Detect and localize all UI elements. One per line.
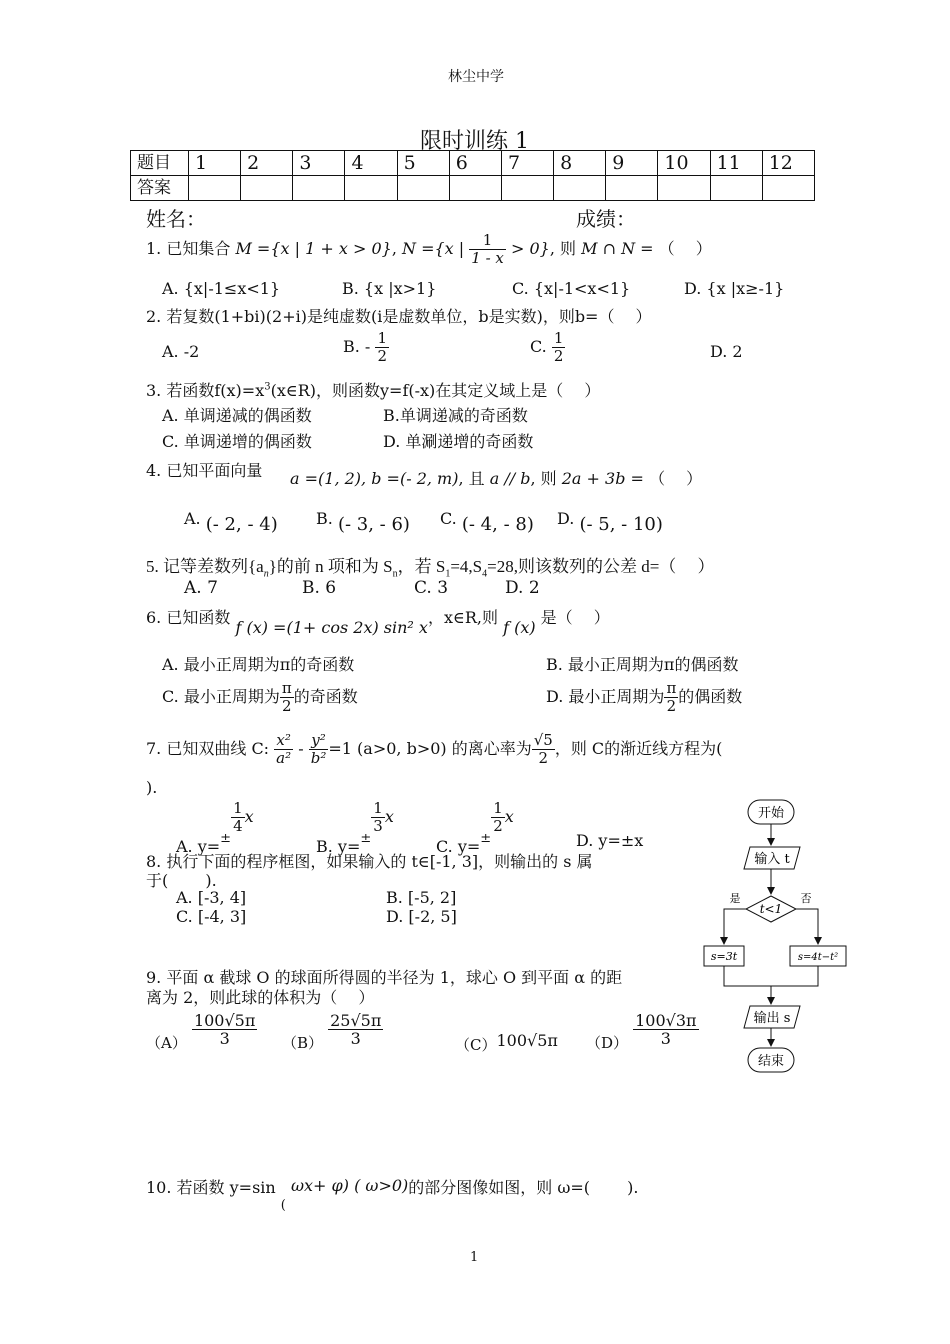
q3-option-c: C. 单调递增的偶函数: [162, 432, 312, 451]
answer-cell[interactable]: [554, 176, 606, 201]
q7-x-fraction: [274, 732, 293, 767]
q1-option-d: D. {x |x≥-1}: [684, 279, 785, 298]
q4-then: , 则: [530, 469, 557, 488]
question-3: [146, 378, 600, 401]
yes-label: 是: [729, 892, 741, 905]
frac-den: 3: [660, 1029, 671, 1048]
q7-b-x: x: [384, 807, 394, 826]
q1-option-b: B. {x |x>1}: [342, 279, 437, 298]
frac-den: 2: [538, 749, 549, 767]
q9-b-fraction: [328, 1012, 383, 1047]
no-label: 否: [800, 892, 812, 905]
q5-option-a: A. 7: [184, 578, 218, 598]
q7-c-x: x: [504, 807, 514, 826]
answer-cell[interactable]: [189, 176, 241, 201]
q9-a-fraction: [192, 1012, 257, 1047]
q5-t5: =28,则该数列的公差 d=（ ）: [487, 557, 715, 576]
q2-option-c-label: C.: [530, 337, 547, 356]
question-number-cell: 11: [710, 151, 762, 176]
frac-den: 2: [493, 817, 503, 835]
q4-vectors: a =(1, 2), b =(- 2, m): [290, 469, 459, 488]
q4-parallel: a // b: [489, 469, 531, 488]
answer-cell[interactable]: [762, 176, 814, 201]
q6-c-post: 的奇函数: [293, 687, 358, 706]
page-title: 限时训练 1: [420, 129, 529, 154]
q10-paren: (: [280, 1198, 286, 1213]
pm-sign: ±: [360, 831, 372, 846]
question-number-cell: 4: [345, 151, 397, 176]
q7-b-pre: B. y=: [316, 837, 361, 856]
q3-option-d: D. 单涮递增的奇函数: [383, 432, 534, 451]
frac-num: √5: [533, 731, 553, 749]
q10-post: 的部分图像如图，则 ω=( ).: [408, 1178, 639, 1197]
program-flowchart: [690, 790, 850, 1080]
q7-minus: -: [298, 739, 304, 758]
q6-text: 6. 已知函数: [146, 608, 231, 627]
q1-option-c: C. {x|-1<x<1}: [512, 279, 631, 298]
q4-option-a: [184, 508, 278, 535]
question-number-row: [131, 151, 815, 176]
q5-s1: n: [263, 568, 269, 580]
q6-end: 是（ ）: [540, 608, 610, 627]
frac-num: 1: [233, 799, 243, 817]
q9-b-label: （B）: [282, 1034, 324, 1052]
q9-option-d: [586, 1011, 699, 1052]
frac-num: 25√5π: [330, 1011, 382, 1030]
q1-blank: （ ）: [658, 239, 712, 258]
q1-then: , 则: [549, 239, 577, 258]
answer-cell[interactable]: [710, 176, 762, 201]
answer-cell[interactable]: [449, 176, 501, 201]
frac-num: 1: [493, 799, 503, 817]
output-label: 输出 s: [753, 1011, 791, 1026]
q4-c-label: C.: [440, 509, 457, 528]
frac-num: 100√5π: [193, 1011, 256, 1030]
frac-den: 3: [373, 817, 383, 835]
frac-num: 1: [377, 329, 387, 347]
q4-blank: （ ）: [649, 469, 703, 488]
q4-b-value: (- 3, - 6): [337, 514, 410, 535]
answer-cell[interactable]: [501, 176, 553, 201]
q1-frac-den: 1 - x: [471, 249, 504, 267]
question-number-cell: 8: [554, 151, 606, 176]
question-number-cell: 9: [606, 151, 658, 176]
q4-text: 4. 已知平面向量: [146, 461, 263, 480]
q7-c-fraction: [491, 800, 505, 835]
q6-d-post: 的偶函数: [678, 687, 743, 706]
q5-t1: 5. 记等差数列{a: [146, 557, 264, 576]
q6-option-d: [546, 680, 742, 715]
q7-option-a: [176, 799, 254, 856]
q2-option-c-fraction: [552, 330, 566, 365]
q6-option-a: A. 最小正周期为π的奇函数: [162, 655, 355, 674]
answer-cell[interactable]: [293, 176, 345, 201]
page-number: 1: [470, 1250, 479, 1265]
frac-den: 4: [233, 817, 243, 835]
q7-line2: ).: [146, 778, 158, 797]
score-label: 成绩：: [576, 207, 636, 231]
q4-option-d: [557, 508, 663, 535]
q5-t4: =4,S: [450, 557, 483, 576]
q7-post: ，则 C的渐近线方程为(: [554, 739, 723, 758]
question-7: [146, 732, 722, 767]
q4-d-label: D.: [557, 509, 575, 528]
question-number-cell: 6: [449, 151, 501, 176]
frac-den: 3: [219, 1029, 230, 1048]
q9-d-fraction: [633, 1012, 698, 1047]
frac-den: 2: [553, 347, 564, 365]
input-label: 输入 t: [754, 852, 790, 867]
q6-function: f (x) =(1+ cos 2x) sin² x: [235, 618, 428, 637]
q9-a-label: （A）: [146, 1034, 187, 1052]
question-4: [146, 458, 262, 481]
q9-c-value: 100√5π: [496, 1031, 558, 1050]
q2-option-b-fraction: [375, 330, 389, 365]
right-process-label: s=4t−t²: [797, 952, 839, 963]
q7-a-x: x: [244, 807, 254, 826]
q9-option-a: [146, 1011, 257, 1052]
question-number-cell: 2: [241, 151, 293, 176]
frac-den: 2: [666, 697, 677, 715]
question-number-cell: 12: [762, 151, 814, 176]
question-8-line1: 8. 执行下面的程序框图，如果输入的 t∈[-1, 3]，则输出的 s 属: [146, 852, 593, 871]
q5-t2: }的前 n 项和为 S: [268, 557, 393, 576]
q7-a-pre: A. y=: [176, 837, 221, 856]
q4-a-value: (- 2, - 4): [205, 514, 278, 535]
left-process-label: s=3t: [710, 950, 738, 963]
question-5: [146, 552, 715, 579]
frac-num: 1: [553, 329, 564, 347]
q4-c-value: (- 4, - 8): [461, 514, 534, 535]
yes-branch-arrow: [724, 909, 746, 944]
question-9-line1: 9. 平面 α 截球 O 的球面所得圆的半径为 1，球心 O 到平面 α 的距: [146, 968, 623, 987]
q4-and: , 且: [458, 469, 485, 488]
q5-option-d: D. 2: [505, 578, 540, 598]
q1-text: 1. 已知集合: [146, 239, 231, 258]
row-label-answer: 答案: [131, 176, 189, 201]
question-number-cell: 5: [397, 151, 449, 176]
frac-den: b²: [310, 749, 327, 767]
row-label-question: 题目: [131, 151, 189, 176]
q1-set-n-a: N ={x |: [402, 239, 465, 258]
q7-e-fraction: [532, 732, 555, 767]
q7-option-c: [436, 799, 514, 856]
question-1: [146, 232, 712, 267]
question-number-cell: 3: [293, 151, 345, 176]
q9-d-label: （D）: [586, 1034, 629, 1052]
q2-option-d: D. 2: [710, 342, 743, 361]
condition-label: t<1: [759, 902, 783, 916]
q3-text-b: (x∈R)，则函数y=f(-x)在其定义域上是（ ）: [270, 381, 601, 400]
start-label: 开始: [757, 806, 785, 821]
pm-sign: ±: [480, 831, 492, 846]
q3-exponent: 3: [264, 381, 271, 393]
frac-num: 100√3π: [635, 1011, 697, 1030]
q5-s3: 1: [445, 568, 451, 580]
question-number-cell: 10: [658, 151, 710, 176]
q4-a-label: A.: [184, 509, 201, 528]
q7-a-fraction: [231, 800, 245, 835]
question-2: 2. 若复数(1+bi)(2+i)是纯虚数(i是虚数单位，b是实数)，则b=（ ）: [146, 307, 652, 326]
q9-c-label: （C）: [455, 1036, 497, 1054]
q3-option-b: B.单调递减的奇函数: [383, 406, 528, 425]
question-6: [146, 605, 610, 637]
q9-option-b: [282, 1011, 383, 1052]
frac-num: π: [666, 679, 677, 697]
frac-num: y²: [309, 732, 329, 750]
answer-cell[interactable]: [606, 176, 658, 201]
q6-c-pre: C. 最小正周期为: [162, 687, 280, 706]
answer-table: [130, 150, 815, 201]
question-number-cell: 7: [501, 151, 553, 176]
q1-set-n-b: > 0}: [510, 239, 550, 258]
q7-option-d: D. y=±x: [576, 831, 644, 850]
frac-num: π: [281, 679, 292, 697]
pm-sign: ±: [220, 831, 232, 846]
q4-option-b: [316, 508, 410, 535]
q8-option-a: A. [-3, 4]: [176, 888, 247, 907]
q10-function: ωx+ φ) ( ω>0): [290, 1176, 409, 1195]
q1-set-m: M ={x | 1 + x > 0}: [235, 239, 392, 258]
answer-cell[interactable]: [397, 176, 449, 201]
q4-d-value: (- 5, - 10): [579, 514, 663, 535]
q2-option-c: [530, 330, 565, 365]
school-header: 林尘中学: [448, 69, 504, 85]
frac-den: 2: [282, 697, 292, 715]
q7-b-fraction: [371, 800, 385, 835]
frac-num: 1: [373, 799, 383, 817]
q6-fx: f (x): [503, 618, 536, 637]
q7-option-b: [316, 799, 394, 856]
q1-frac-num: 1: [469, 232, 506, 250]
q5-s4: 4: [482, 568, 488, 580]
answer-row: [131, 176, 815, 201]
q1-option-a: A. {x|-1≤x<1}: [162, 279, 281, 298]
q10-pre: 10. 若函数 y=sin: [146, 1178, 276, 1197]
q9-option-c: [455, 1031, 558, 1055]
q8-option-d: D. [-2, 5]: [386, 907, 457, 926]
q1-fraction: [469, 232, 506, 267]
q1-expression: M ∩ N =: [581, 239, 654, 258]
question-10: [146, 1175, 639, 1213]
q5-s2: n: [392, 568, 398, 580]
q8-option-c: C. [-4, 3]: [176, 907, 247, 926]
question-number-cell: 1: [189, 151, 241, 176]
q4-math: [290, 466, 702, 489]
q7-pre: 7. 已知双曲线 C:: [146, 739, 270, 758]
merge-line: [724, 966, 818, 986]
q6-option-c: [162, 680, 358, 715]
q5-t3: ，若 S: [397, 557, 446, 576]
answer-cell[interactable]: [345, 176, 397, 201]
q2-option-a: A. -2: [162, 342, 200, 361]
name-label: 姓名：: [146, 207, 206, 231]
q6-d-fraction: [664, 680, 678, 715]
q8-option-b: B. [-5, 2]: [386, 888, 457, 907]
q7-c-pre: C. y=: [436, 837, 481, 856]
q6-option-b: B. 最小正周期为π的偶函数: [546, 655, 739, 674]
q4-option-c: [440, 508, 534, 535]
question-8-line2: 于( ).: [146, 871, 217, 890]
answer-cell[interactable]: [241, 176, 293, 201]
q4-b-label: B.: [316, 509, 333, 528]
frac-den: a²: [276, 749, 292, 767]
q5-option-b: B. 6: [302, 578, 337, 598]
frac-den: 3: [350, 1029, 361, 1048]
q1-sep: ,: [391, 239, 397, 258]
question-9-line2: 离为 2，则此球的体积为（ ）: [146, 988, 375, 1007]
q5-option-c: C. 3: [414, 578, 449, 598]
q6-mid: ，x∈R,则: [427, 608, 498, 627]
q7-y-fraction: [309, 732, 329, 767]
q4-expression: 2a + 3b =: [561, 469, 644, 488]
end-label: 结束: [757, 1054, 785, 1069]
q3-option-a: A. 单调递减的偶函数: [162, 406, 312, 425]
q2-option-b: [343, 330, 389, 365]
q6-d-pre: D. 最小正周期为: [546, 687, 665, 706]
q2-option-b-label: B. -: [343, 337, 371, 356]
q6-c-fraction: [280, 680, 294, 715]
frac-den: 2: [377, 347, 387, 365]
q7-eq: =1 (a>0, b>0) 的离心率为: [328, 739, 532, 758]
frac-num: x²: [274, 732, 293, 750]
answer-cell[interactable]: [658, 176, 710, 201]
q3-text-a: 3. 若函数f(x)=x: [146, 381, 265, 400]
no-branch-arrow: [796, 909, 818, 944]
